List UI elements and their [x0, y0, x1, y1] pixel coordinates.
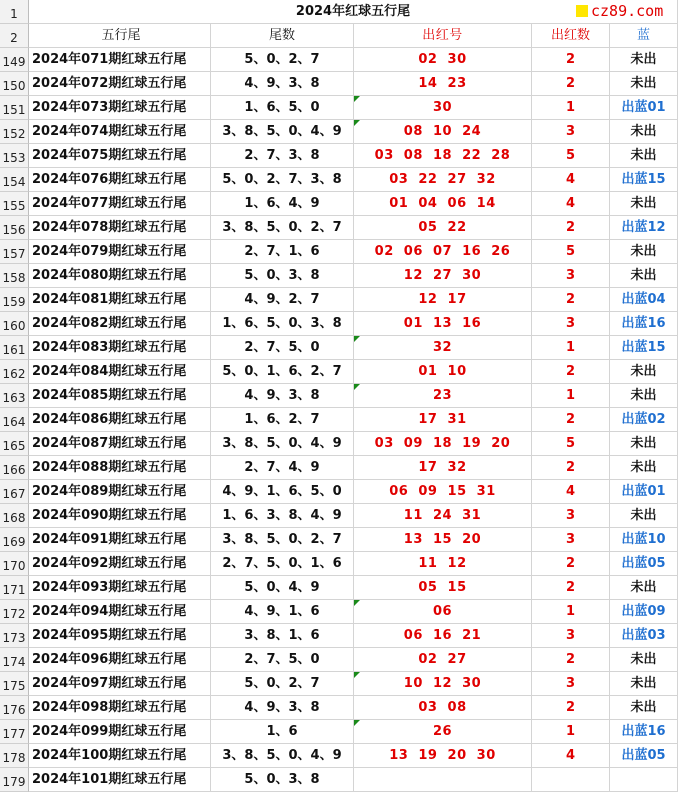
table-row [0, 72, 678, 96]
period-cell[interactable]: 2024年073期红球五行尾 [29, 96, 211, 120]
period-cell[interactable]: 2024年085期红球五行尾 [29, 384, 211, 408]
red-numbers-cell[interactable]: 03 08 18 22 28 [354, 144, 532, 168]
blue-cell[interactable]: 出蓝09 [610, 600, 678, 624]
period-cell[interactable]: 2024年081期红球五行尾 [29, 288, 211, 312]
table-row [0, 744, 678, 768]
row-header[interactable]: 161 [0, 336, 29, 360]
period-cell[interactable]: 2024年075期红球五行尾 [29, 144, 211, 168]
period-cell[interactable]: 2024年088期红球五行尾 [29, 456, 211, 480]
tails-cell[interactable]: 2、7、5、0 [211, 648, 354, 672]
header-wuxingwei[interactable]: 五行尾 [29, 24, 211, 48]
red-numbers-cell[interactable]: 02 30 [354, 48, 532, 72]
tails-cell[interactable]: 4、9、1、6 [211, 600, 354, 624]
period-cell[interactable]: 2024年086期红球五行尾 [29, 408, 211, 432]
period-cell[interactable]: 2024年094期红球五行尾 [29, 600, 211, 624]
header-blue[interactable]: 蓝 [610, 24, 678, 48]
tails-cell[interactable]: 1、6、3、8、4、9 [211, 504, 354, 528]
blue-cell[interactable] [610, 768, 678, 792]
blue-cell[interactable]: 出蓝03 [610, 624, 678, 648]
period-cell[interactable]: 2024年095期红球五行尾 [29, 624, 211, 648]
comment-indicator-icon [354, 96, 360, 102]
table-row [0, 312, 678, 336]
row-header[interactable]: 176 [0, 696, 29, 720]
blue-cell[interactable]: 未出 [610, 192, 678, 216]
red-numbers-cell[interactable]: 01 04 06 14 [354, 192, 532, 216]
comment-indicator-icon [354, 720, 360, 726]
red-count-cell[interactable]: 2 [532, 288, 610, 312]
red-count-cell[interactable]: 2 [532, 696, 610, 720]
table-row [0, 360, 678, 384]
period-cell[interactable]: 2024年101期红球五行尾 [29, 768, 211, 792]
red-count-cell[interactable]: 2 [532, 216, 610, 240]
row-header[interactable]: 2 [0, 24, 29, 48]
blue-cell[interactable]: 未出 [610, 696, 678, 720]
blue-cell[interactable]: 未出 [610, 384, 678, 408]
row-header[interactable]: 154 [0, 168, 29, 192]
red-count-cell[interactable]: 3 [532, 312, 610, 336]
row-header[interactable]: 166 [0, 456, 29, 480]
tails-cell[interactable]: 2、7、3、8 [211, 144, 354, 168]
table-row [0, 336, 678, 360]
row-header[interactable]: 160 [0, 312, 29, 336]
tails-cell[interactable]: 2、7、1、6 [211, 240, 354, 264]
red-count-cell[interactable]: 1 [532, 720, 610, 744]
table-row [0, 528, 678, 552]
red-numbers-cell[interactable]: 12 27 30 [354, 264, 532, 288]
row-header[interactable]: 162 [0, 360, 29, 384]
red-numbers-cell[interactable]: 03 08 [354, 696, 532, 720]
row-header[interactable]: 156 [0, 216, 29, 240]
red-count-cell[interactable]: 4 [532, 480, 610, 504]
blue-cell[interactable]: 未出 [610, 360, 678, 384]
tails-cell[interactable]: 2、7、5、0、1、6 [211, 552, 354, 576]
table-row [0, 720, 678, 744]
red-count-cell[interactable]: 2 [532, 648, 610, 672]
red-count-cell[interactable]: 2 [532, 408, 610, 432]
period-cell[interactable]: 2024年089期红球五行尾 [29, 480, 211, 504]
period-cell[interactable]: 2024年072期红球五行尾 [29, 72, 211, 96]
sheet-title[interactable]: 2024年红球五行尾 [29, 0, 678, 24]
blue-cell[interactable]: 未出 [610, 144, 678, 168]
red-numbers-cell[interactable]: 32 [354, 336, 532, 360]
row-header[interactable]: 149 [0, 48, 29, 72]
row-header[interactable]: 174 [0, 648, 29, 672]
logo-text: cz89.com [591, 2, 664, 20]
red-count-cell[interactable]: 3 [532, 528, 610, 552]
table-row [0, 504, 678, 528]
comment-indicator-icon [354, 384, 360, 390]
blue-cell[interactable]: 未出 [610, 648, 678, 672]
tails-cell[interactable]: 4、9、2、7 [211, 288, 354, 312]
comment-indicator-icon [354, 336, 360, 342]
tails-cell[interactable]: 4、9、3、8 [211, 72, 354, 96]
row-header[interactable]: 157 [0, 240, 29, 264]
table-row [0, 480, 678, 504]
red-numbers-cell[interactable]: 23 [354, 384, 532, 408]
red-numbers-cell[interactable]: 03 22 27 32 [354, 168, 532, 192]
tails-cell[interactable]: 3、8、5、0、2、7 [211, 216, 354, 240]
blue-cell[interactable]: 未出 [610, 72, 678, 96]
tails-cell[interactable]: 4、9、3、8 [211, 696, 354, 720]
red-count-cell[interactable]: 5 [532, 240, 610, 264]
table-row [0, 696, 678, 720]
red-numbers-cell[interactable]: 05 15 [354, 576, 532, 600]
row-header[interactable]: 167 [0, 480, 29, 504]
red-numbers-cell[interactable]: 12 17 [354, 288, 532, 312]
tails-cell[interactable]: 1、6、2、7 [211, 408, 354, 432]
tails-cell[interactable]: 5、0、1、6、2、7 [211, 360, 354, 384]
table-row [0, 768, 678, 792]
row-header[interactable]: 150 [0, 72, 29, 96]
table-row [0, 240, 678, 264]
red-count-cell[interactable]: 1 [532, 96, 610, 120]
row-header[interactable]: 158 [0, 264, 29, 288]
row-header[interactable]: 155 [0, 192, 29, 216]
row-header[interactable]: 179 [0, 768, 29, 792]
red-numbers-cell[interactable]: 02 27 [354, 648, 532, 672]
blue-cell[interactable]: 未出 [610, 456, 678, 480]
blue-cell[interactable]: 出蓝16 [610, 312, 678, 336]
red-numbers-cell[interactable]: 05 22 [354, 216, 532, 240]
header-red-count[interactable]: 出红数 [532, 24, 610, 48]
tails-cell[interactable]: 2、7、5、0 [211, 336, 354, 360]
table-row [0, 168, 678, 192]
red-count-cell[interactable]: 2 [532, 72, 610, 96]
red-numbers-cell[interactable]: 11 12 [354, 552, 532, 576]
blue-cell[interactable]: 出蓝15 [610, 336, 678, 360]
tails-cell[interactable]: 4、9、3、8 [211, 384, 354, 408]
period-cell[interactable]: 2024年079期红球五行尾 [29, 240, 211, 264]
tails-cell[interactable]: 5、0、2、7 [211, 48, 354, 72]
table-row [0, 600, 678, 624]
tails-cell[interactable]: 3、8、5、0、2、7 [211, 528, 354, 552]
red-count-cell[interactable]: 2 [532, 360, 610, 384]
red-count-cell[interactable]: 3 [532, 672, 610, 696]
red-numbers-cell[interactable]: 01 13 16 [354, 312, 532, 336]
blue-cell[interactable]: 出蓝15 [610, 168, 678, 192]
red-numbers-cell[interactable]: 06 [354, 600, 532, 624]
blue-cell[interactable]: 未出 [610, 48, 678, 72]
tails-cell[interactable]: 3、8、5、0、4、9 [211, 120, 354, 144]
logo-square-icon [576, 5, 588, 17]
row-header[interactable]: 163 [0, 384, 29, 408]
red-numbers-cell[interactable]: 03 09 18 19 20 [354, 432, 532, 456]
red-count-cell[interactable]: 5 [532, 144, 610, 168]
red-numbers-cell[interactable] [354, 768, 532, 792]
table-row [0, 288, 678, 312]
header-tails[interactable]: 尾数 [211, 24, 354, 48]
tails-cell[interactable]: 5、0、2、7、3、8 [211, 168, 354, 192]
tails-cell[interactable]: 1、6、5、0 [211, 96, 354, 120]
table-row [0, 552, 678, 576]
red-numbers-cell[interactable]: 13 15 20 [354, 528, 532, 552]
period-cell[interactable]: 2024年087期红球五行尾 [29, 432, 211, 456]
red-numbers-cell[interactable]: 02 06 07 16 26 [354, 240, 532, 264]
tails-cell[interactable]: 5、0、3、8 [211, 768, 354, 792]
row-header[interactable]: 178 [0, 744, 29, 768]
row-header[interactable]: 177 [0, 720, 29, 744]
blue-cell[interactable]: 未出 [610, 240, 678, 264]
period-cell[interactable]: 2024年098期红球五行尾 [29, 696, 211, 720]
row-header[interactable]: 1 [0, 0, 29, 24]
tails-cell[interactable]: 5、0、2、7 [211, 672, 354, 696]
period-cell[interactable]: 2024年100期红球五行尾 [29, 744, 211, 768]
blue-cell[interactable]: 出蓝10 [610, 528, 678, 552]
blue-cell[interactable]: 出蓝04 [610, 288, 678, 312]
red-count-cell[interactable]: 2 [532, 456, 610, 480]
table-row [0, 648, 678, 672]
red-count-cell[interactable]: 3 [532, 504, 610, 528]
red-numbers-cell[interactable]: 30 [354, 96, 532, 120]
period-cell[interactable]: 2024年077期红球五行尾 [29, 192, 211, 216]
red-count-cell[interactable]: 1 [532, 336, 610, 360]
red-count-cell[interactable]: 2 [532, 552, 610, 576]
row-header[interactable]: 171 [0, 576, 29, 600]
table-row [0, 96, 678, 120]
red-numbers-cell[interactable]: 11 24 31 [354, 504, 532, 528]
site-logo [574, 1, 665, 21]
table-row [0, 144, 678, 168]
table-row [0, 216, 678, 240]
red-count-cell[interactable]: 3 [532, 120, 610, 144]
row-header[interactable]: 170 [0, 552, 29, 576]
tails-cell[interactable]: 4、9、1、6、5、0 [211, 480, 354, 504]
red-count-cell[interactable]: 2 [532, 576, 610, 600]
period-cell[interactable]: 2024年076期红球五行尾 [29, 168, 211, 192]
blue-cell[interactable]: 未出 [610, 672, 678, 696]
row-header[interactable]: 159 [0, 288, 29, 312]
comment-indicator-icon [354, 600, 360, 606]
period-cell[interactable]: 2024年099期红球五行尾 [29, 720, 211, 744]
period-cell[interactable]: 2024年084期红球五行尾 [29, 360, 211, 384]
red-numbers-cell[interactable]: 06 16 21 [354, 624, 532, 648]
blue-cell[interactable]: 出蓝12 [610, 216, 678, 240]
row-header[interactable]: 175 [0, 672, 29, 696]
blue-cell[interactable]: 出蓝16 [610, 720, 678, 744]
red-numbers-cell[interactable]: 13 19 20 30 [354, 744, 532, 768]
period-cell[interactable]: 2024年078期红球五行尾 [29, 216, 211, 240]
red-count-cell[interactable]: 4 [532, 192, 610, 216]
period-cell[interactable]: 2024年083期红球五行尾 [29, 336, 211, 360]
table-row [0, 264, 678, 288]
blue-cell[interactable]: 出蓝02 [610, 408, 678, 432]
row-header[interactable]: 164 [0, 408, 29, 432]
table-row [0, 48, 678, 72]
period-cell[interactable]: 2024年090期红球五行尾 [29, 504, 211, 528]
red-count-cell[interactable]: 5 [532, 432, 610, 456]
red-numbers-cell[interactable]: 17 31 [354, 408, 532, 432]
red-count-cell[interactable]: 1 [532, 600, 610, 624]
period-cell[interactable]: 2024年096期红球五行尾 [29, 648, 211, 672]
table-row [0, 576, 678, 600]
tails-cell[interactable]: 3、8、1、6 [211, 624, 354, 648]
row-header[interactable]: 152 [0, 120, 29, 144]
blue-cell[interactable]: 未出 [610, 432, 678, 456]
period-cell[interactable]: 2024年092期红球五行尾 [29, 552, 211, 576]
comment-indicator-icon [354, 120, 360, 126]
row-header[interactable]: 173 [0, 624, 29, 648]
red-count-cell[interactable]: 2 [532, 48, 610, 72]
period-cell[interactable]: 2024年093期红球五行尾 [29, 576, 211, 600]
row-header[interactable]: 153 [0, 144, 29, 168]
header-red-numbers[interactable]: 出红号 [354, 24, 532, 48]
red-numbers-cell[interactable]: 01 10 [354, 360, 532, 384]
tails-cell[interactable]: 2、7、4、9 [211, 456, 354, 480]
table-row [0, 408, 678, 432]
row-header[interactable]: 169 [0, 528, 29, 552]
blue-cell[interactable]: 未出 [610, 264, 678, 288]
period-cell[interactable]: 2024年082期红球五行尾 [29, 312, 211, 336]
tails-cell[interactable]: 5、0、3、8 [211, 264, 354, 288]
blue-cell[interactable]: 未出 [610, 576, 678, 600]
comment-indicator-icon [354, 672, 360, 678]
red-count-cell[interactable] [532, 768, 610, 792]
tails-cell[interactable]: 1、6、5、0、3、8 [211, 312, 354, 336]
tails-cell[interactable]: 5、0、4、9 [211, 576, 354, 600]
table-row [0, 120, 678, 144]
red-numbers-cell[interactable]: 17 32 [354, 456, 532, 480]
blue-cell[interactable]: 出蓝01 [610, 96, 678, 120]
table-row [0, 384, 678, 408]
period-cell[interactable]: 2024年071期红球五行尾 [29, 48, 211, 72]
blue-cell[interactable]: 未出 [610, 504, 678, 528]
period-cell[interactable]: 2024年074期红球五行尾 [29, 120, 211, 144]
blue-cell[interactable]: 出蓝01 [610, 480, 678, 504]
blue-cell[interactable]: 未出 [610, 120, 678, 144]
red-count-cell[interactable]: 3 [532, 624, 610, 648]
row-header[interactable]: 151 [0, 96, 29, 120]
blue-cell[interactable]: 出蓝05 [610, 552, 678, 576]
blue-cell[interactable]: 出蓝05 [610, 744, 678, 768]
tails-cell[interactable]: 1、6、4、9 [211, 192, 354, 216]
row-header[interactable]: 165 [0, 432, 29, 456]
tails-cell[interactable]: 1、6 [211, 720, 354, 744]
column-header-row [0, 24, 678, 48]
table-row [0, 624, 678, 648]
red-numbers-cell[interactable]: 14 23 [354, 72, 532, 96]
red-count-cell[interactable]: 4 [532, 168, 610, 192]
row-header[interactable]: 172 [0, 600, 29, 624]
period-cell[interactable]: 2024年091期红球五行尾 [29, 528, 211, 552]
tails-cell[interactable]: 3、8、5、0、4、9 [211, 432, 354, 456]
table-row [0, 192, 678, 216]
row-header[interactable]: 168 [0, 504, 29, 528]
red-count-cell[interactable]: 1 [532, 384, 610, 408]
red-count-cell[interactable]: 3 [532, 264, 610, 288]
red-numbers-cell[interactable]: 10 12 30 [354, 672, 532, 696]
red-numbers-cell[interactable]: 08 10 24 [354, 120, 532, 144]
table-row [0, 672, 678, 696]
period-cell[interactable]: 2024年080期红球五行尾 [29, 264, 211, 288]
red-count-cell[interactable]: 4 [532, 744, 610, 768]
red-numbers-cell[interactable]: 26 [354, 720, 532, 744]
tails-cell[interactable]: 3、8、5、0、4、9 [211, 744, 354, 768]
red-numbers-cell[interactable]: 06 09 15 31 [354, 480, 532, 504]
table-row [0, 456, 678, 480]
period-cell[interactable]: 2024年097期红球五行尾 [29, 672, 211, 696]
table-row [0, 432, 678, 456]
